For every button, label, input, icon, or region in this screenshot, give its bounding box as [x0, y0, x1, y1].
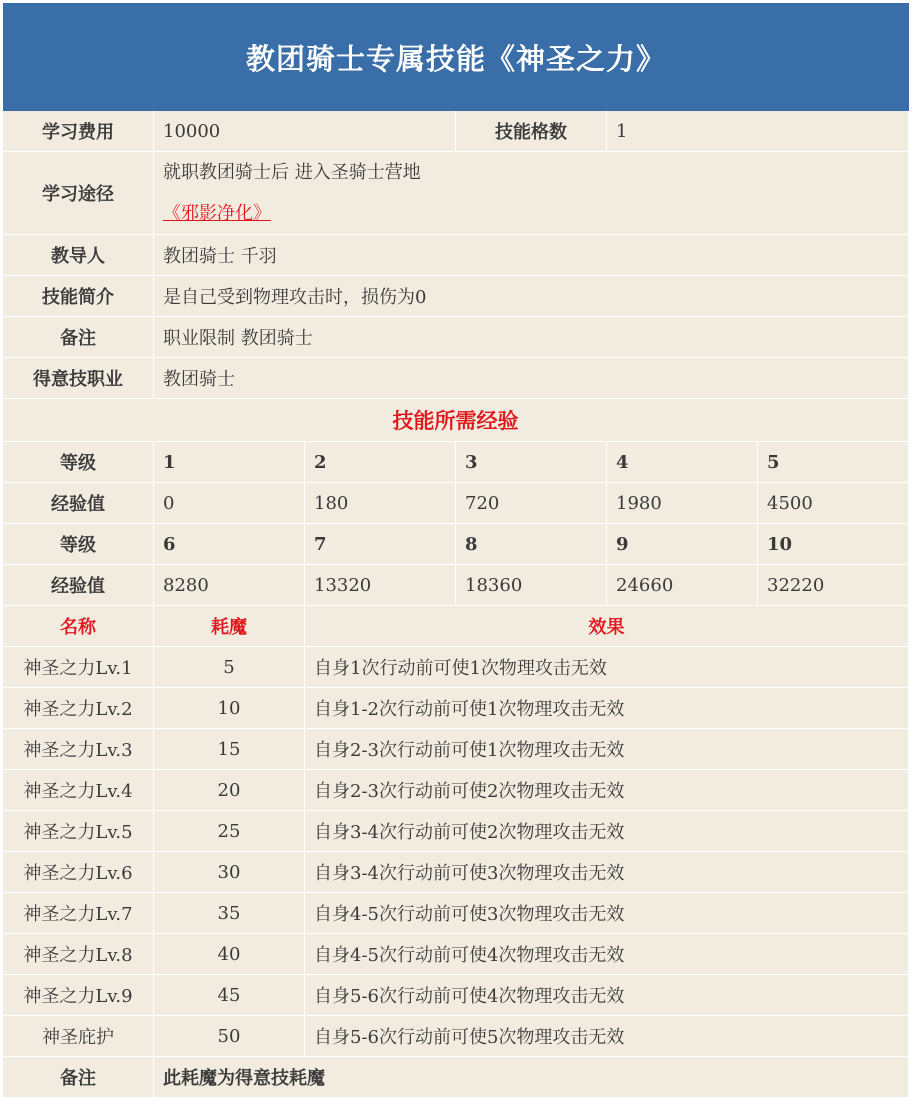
route-label: 学习途径 [3, 152, 154, 235]
exp-cell: 720 [456, 483, 607, 524]
skill-card [3, 3, 909, 1098]
row-fav [3, 358, 909, 399]
exp-cell: 8280 [154, 565, 305, 606]
row-skill-header [3, 606, 909, 647]
desc-label: 技能简介 [3, 276, 154, 317]
skill-mp: 35 [154, 893, 305, 934]
exp-section-title: 技能所需经验 [3, 399, 909, 442]
desc-value: 是自己受到物理攻击时，损伤为0 [154, 276, 909, 317]
page-title: 教团骑士专属技能《神圣之力》 [245, 41, 666, 76]
skill-name: 神圣之力Lv.6 [3, 852, 154, 893]
level-cell: 7 [305, 524, 456, 565]
cost-label: 学习费用 [3, 111, 154, 152]
skill-mp: 15 [154, 729, 305, 770]
skill-row [3, 893, 909, 934]
skill-mp: 5 [154, 647, 305, 688]
route-text: 就职教团骑士后 进入圣骑士营地 [163, 162, 421, 183]
level-label: 等级 [3, 442, 154, 483]
skill-row [3, 811, 909, 852]
skill-row [3, 647, 909, 688]
row-note [3, 317, 909, 358]
exp-cell: 18360 [456, 565, 607, 606]
exp-cell: 180 [305, 483, 456, 524]
skill-name: 神圣之力Lv.8 [3, 934, 154, 975]
fav-label: 得意技职业 [3, 358, 154, 399]
skill-effect: 自身5-6次行动前可使4次物理攻击无效 [305, 975, 909, 1016]
cost-value: 10000 [154, 111, 456, 152]
skill-effect: 自身2-3次行动前可使1次物理攻击无效 [305, 729, 909, 770]
level-cell: 10 [758, 524, 909, 565]
slots-label: 技能格数 [456, 111, 607, 152]
skill-effect: 自身1次行动前可使1次物理攻击无效 [305, 647, 909, 688]
mentor-label: 教导人 [3, 235, 154, 276]
exp-label: 经验值 [3, 565, 154, 606]
level-cell: 6 [154, 524, 305, 565]
skill-effect: 自身2-3次行动前可使2次物理攻击无效 [305, 770, 909, 811]
row-exp-section [3, 399, 909, 442]
footer-note-value: 此耗魔为得意技耗魔 [154, 1057, 909, 1098]
mentor-value: 教团骑士 千羽 [154, 235, 909, 276]
skill-name: 神圣之力Lv.9 [3, 975, 154, 1016]
skill-row [3, 729, 909, 770]
skill-name: 神圣庇护 [3, 1016, 154, 1057]
skill-effect: 自身4-5次行动前可使4次物理攻击无效 [305, 934, 909, 975]
exp-cell: 13320 [305, 565, 456, 606]
fav-value: 教团骑士 [154, 358, 909, 399]
skill-mp: 25 [154, 811, 305, 852]
note-label: 备注 [3, 317, 154, 358]
skill-table [3, 111, 909, 1098]
skill-effect: 自身3-4次行动前可使3次物理攻击无效 [305, 852, 909, 893]
level-cell: 8 [456, 524, 607, 565]
skill-row [3, 1016, 909, 1057]
exp-label: 经验值 [3, 483, 154, 524]
level-label: 等级 [3, 524, 154, 565]
header-effect: 效果 [305, 606, 909, 647]
exp-cell: 24660 [607, 565, 758, 606]
row-exp-a [3, 483, 909, 524]
level-cell: 9 [607, 524, 758, 565]
level-cell: 2 [305, 442, 456, 483]
skill-row [3, 934, 909, 975]
skill-row [3, 688, 909, 729]
route-link[interactable]: 《邪影净化》 [163, 203, 271, 224]
row-cost [3, 111, 909, 152]
exp-cell: 4500 [758, 483, 909, 524]
slots-value: 1 [607, 111, 909, 152]
title-bar [3, 3, 909, 111]
skill-effect: 自身4-5次行动前可使3次物理攻击无效 [305, 893, 909, 934]
skill-row [3, 975, 909, 1016]
level-cell: 1 [154, 442, 305, 483]
skill-row [3, 770, 909, 811]
skill-mp: 40 [154, 934, 305, 975]
skill-effect: 自身1-2次行动前可使1次物理攻击无效 [305, 688, 909, 729]
skill-effect: 自身5-6次行动前可使5次物理攻击无效 [305, 1016, 909, 1057]
skill-effect: 自身3-4次行动前可使2次物理攻击无效 [305, 811, 909, 852]
row-mentor [3, 235, 909, 276]
level-cell: 4 [607, 442, 758, 483]
skill-mp: 30 [154, 852, 305, 893]
skill-name: 神圣之力Lv.7 [3, 893, 154, 934]
row-route [3, 152, 909, 235]
note-value: 职业限制 教团骑士 [154, 317, 909, 358]
skill-name: 神圣之力Lv.1 [3, 647, 154, 688]
exp-cell: 0 [154, 483, 305, 524]
route-cell [154, 152, 909, 235]
footer-note-label: 备注 [3, 1057, 154, 1098]
skill-name: 神圣之力Lv.3 [3, 729, 154, 770]
row-desc [3, 276, 909, 317]
skill-name: 神圣之力Lv.5 [3, 811, 154, 852]
row-footer-note [3, 1057, 909, 1098]
skill-name: 神圣之力Lv.4 [3, 770, 154, 811]
skill-mp: 10 [154, 688, 305, 729]
skill-mp: 50 [154, 1016, 305, 1057]
skill-mp: 45 [154, 975, 305, 1016]
header-name: 名称 [3, 606, 154, 647]
row-levels-b [3, 524, 909, 565]
exp-cell: 32220 [758, 565, 909, 606]
level-cell: 3 [456, 442, 607, 483]
header-mp: 耗魔 [154, 606, 305, 647]
row-exp-b [3, 565, 909, 606]
skill-row [3, 852, 909, 893]
row-levels-a [3, 442, 909, 483]
exp-cell: 1980 [607, 483, 758, 524]
skill-mp: 20 [154, 770, 305, 811]
level-cell: 5 [758, 442, 909, 483]
skill-name: 神圣之力Lv.2 [3, 688, 154, 729]
